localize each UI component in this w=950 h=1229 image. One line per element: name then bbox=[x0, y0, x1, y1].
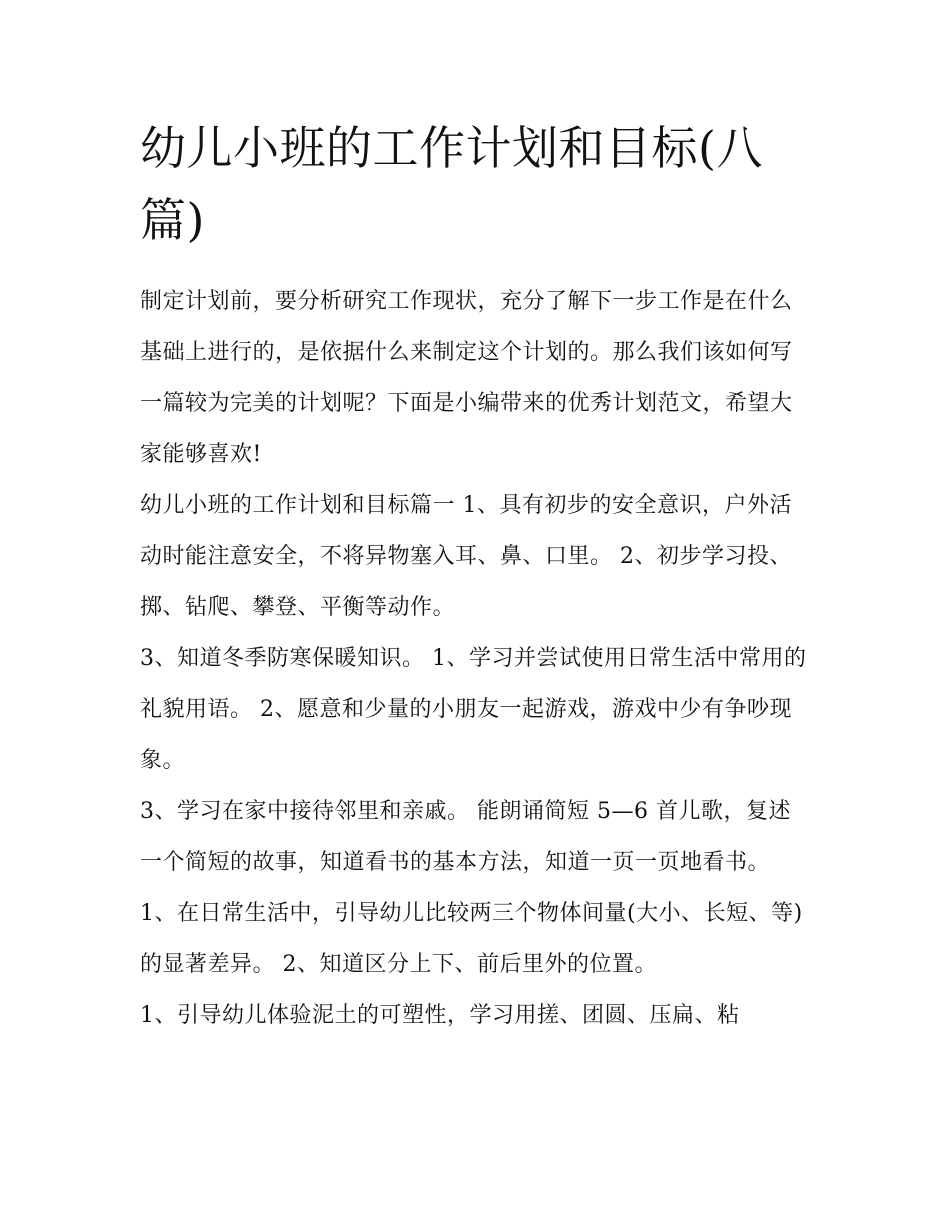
document-title: 幼儿小班的工作计划和目标(八篇) bbox=[140, 121, 763, 247]
intro-paragraph: 制定计划前，要分析研究工作现状，充分了解下一步工作是在什么基础上进行的，是依据什么来制定这个计划的。那么我们该如何写一篇较为完美的计划呢？下面是小编带来的优秀计划范文，希望大家能够喜欢! bbox=[140, 289, 793, 467]
plan-paragraph-5: 1、引导幼儿体验泥土的可塑性，学习用搓、团圆、压扁、粘 bbox=[140, 1003, 740, 1028]
plan-paragraph-2: 3、知道冬季防寒保暖知识。 1、学习并尝试使用日常生活中常用的礼貌用语。 2、愿意和少量的小朋友一起游戏，游戏中少有争吵现象。 bbox=[140, 646, 807, 773]
plan-paragraph-4: 1、在日常生活中，引导幼儿比较两三个物体间量(大小、长短、等)的显著差异。 2、知道区分上下、前后里外的位置。 bbox=[140, 901, 803, 977]
plan-paragraph-3: 3、学习在家中接待邻里和亲戚。 能朗诵简短 5—6 首儿歌，复述一个简短的故事，知道看书的基本方法，知道一页一页地看书。 bbox=[140, 799, 791, 875]
document-body bbox=[140, 112, 812, 1041]
plan-paragraph-1: 幼儿小班的工作计划和目标篇一 1、具有初步的安全意识，户外活动时能注意安全，不将异物塞入耳、鼻、口里。 2、初步学习投、掷、钻爬、攀登、平衡等动作。 bbox=[140, 493, 792, 620]
